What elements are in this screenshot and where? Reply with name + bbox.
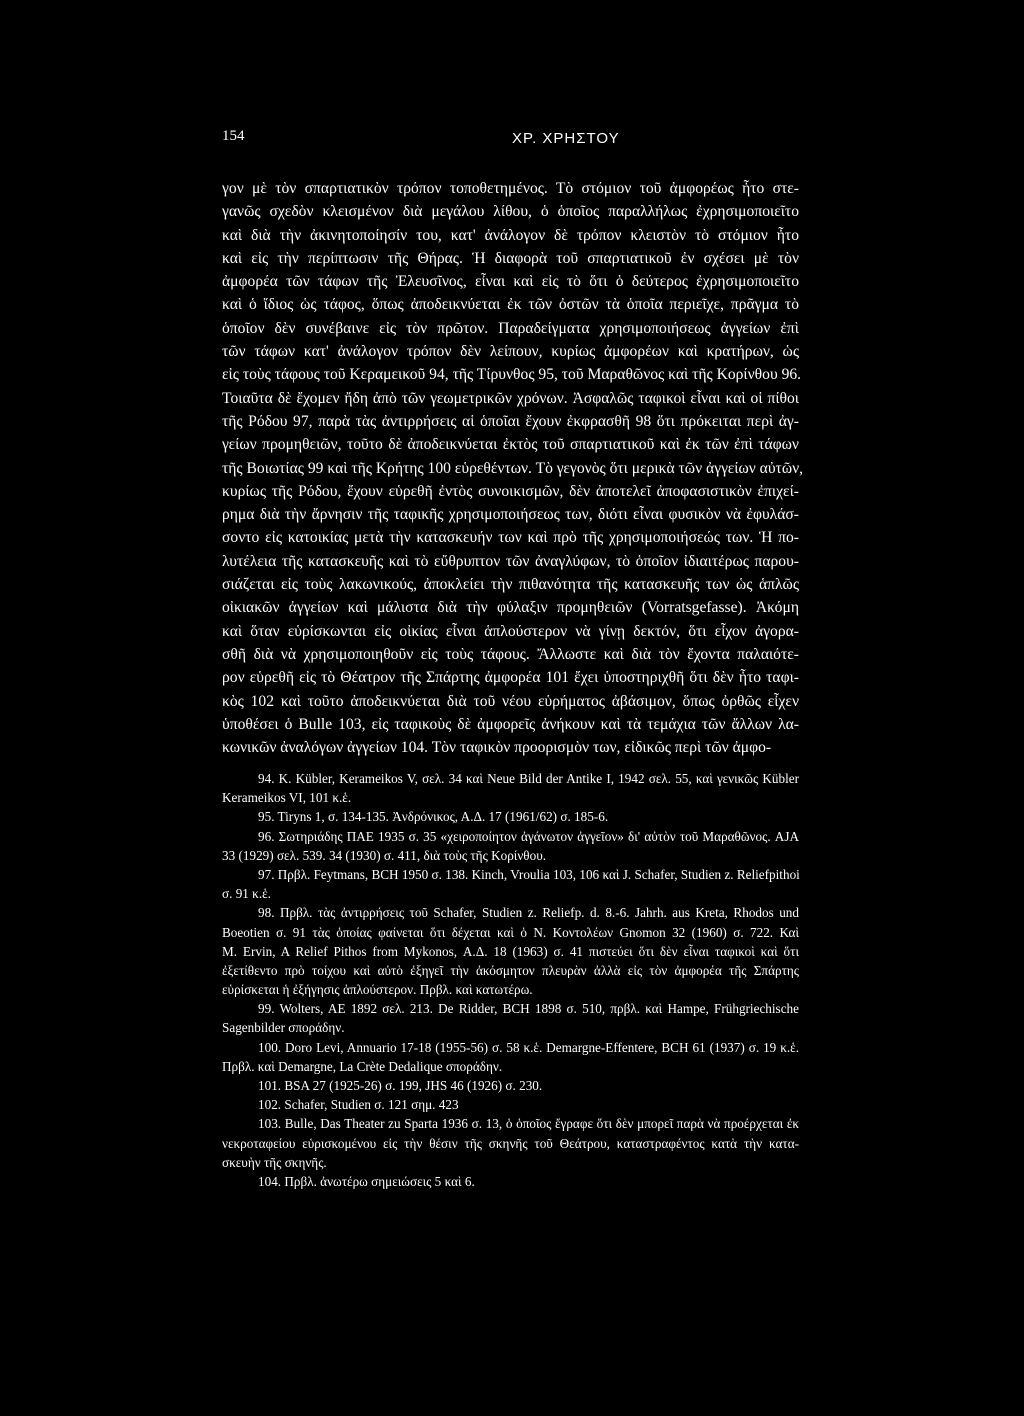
footnote-line: Πρβλ. καὶ Demargne, La Crète Dedalique σποράδην. (222, 1058, 503, 1074)
text-line: ρον εὑρεθῆ εἰς τὸ Θέατρον τῆς Σπάρτης ἀμφορέα 101 ἔχει ὑποστηριχθῆ ὅτι δὲν ἦτο ταφι- (222, 669, 799, 687)
running-head: ΧΡ. ΧΡΗΣΤΟΥ (512, 130, 620, 147)
main-text (222, 177, 804, 759)
footnote-line: 99. Wolters, AE 1892 σελ. 213. De Ridder, BCH 1898 σ. 510, πρβλ. καὶ Hampe, Frühgriechische (258, 1001, 799, 1017)
text-line: γον μὲ τὸν σπαρτιατικὸν τρόπον τοποθετημένος. Τὸ στόμιον τοῦ ἀμφορέως ἦτο στε- (222, 180, 799, 197)
text-line: γείων προμηθειῶν, τοῦτο δὲ ἀποδεικνύεται ἐκτὸς τοῦ σπαρτιατικοῦ καὶ ἐκ τῶν ἐπὶ τάφων (222, 436, 799, 454)
text-line: τῶν τάφων κατ' ἀνάλογον τρόπον δὲν λείπουν, κυρίως ἀμφορέων καὶ κρατήρων, ὡς (222, 343, 799, 361)
footnote-line: νεκροταφείου εὑρισκομένου εἰς τὴν θέσιν τῆς σκηνῆς τοῦ Θεάτρου, καταστραφέντος κατὰ τὴν κατα- (222, 1135, 799, 1151)
text-line: εἰς τοὺς τάφους τοῦ Κεραμεικοῦ 94, τῆς Τίρυνθος 95, τοῦ Μαραθῶνος καὶ τῆς Κορίνθου 96. (222, 366, 802, 384)
text-line: τῆς Βοιωτίας 99 καὶ τῆς Κρήτης 100 εὑρεθέντων. Τὸ γεγονὸς ὅτι μερικὰ τῶν ἀγγείων αὐτῶν, (222, 459, 804, 477)
footnote-line: 104. Πρβλ. ἀνωτέρω σημειώσεις 5 καὶ 6. (258, 1173, 475, 1189)
page-number: 154 (222, 128, 245, 144)
text-line: ἀμφορέα τῶν τάφων τῆς Ἐλευσῖνος, εἶναι καὶ εἰς τὸ ὅτι ὁ δεύτερος ἐχρησιμοποιεῖτο (222, 273, 799, 291)
footnote-line: Kerameikos VI, 101 κ.ἑ. (222, 790, 352, 806)
footnote-line: 95. Tiryns 1, σ. 134-135. Ἀνδρόνικος, Α.Δ. 17 (1961/62) σ. 185-6. (258, 809, 609, 825)
text-line: κυρίως τῆς Ρόδου, ἔχουν εὑρεθῆ ἐντὸς συνοικισμῶν, δὲν ἀποτελεῖ ἀποφασιστικὸν ἐπιχεί- (222, 482, 799, 500)
footnote-line: σ. 91 κ.ἑ. (222, 886, 271, 902)
text-line: λυτέλεια τῆς κατασκευῆς καὶ τὸ εὔθρυπτον τῶν ἀναγλύφων, τὸ ὁποῖον ἰδιαιτέρως παρου- (222, 552, 799, 570)
footnote-line: ἐξετίθεντο πρὸ τοίχου καὶ αὐτὸ ἐξηγεῖ τὴν ἀκόσμητον πλευρὰν ἀλλὰ εἰς τὸν ἀμφορέα τῆς Σπάρτης (222, 962, 799, 978)
footnote-line: Sagenbilder σποράδην. (222, 1020, 345, 1036)
footnote-line: 100. Doro Levi, Annuario 17-18 (1955-56) σ. 58 κ.ἑ. Demargne-Effentere, BCH 61 (1937) σ. 19 κ.ἑ. (258, 1039, 799, 1055)
footnote-line: 94. K. Kübler, Kerameikos V, σελ. 34 καὶ Neue Bild der Antike I, 1942 σελ. 55, καὶ γενικῶς Kübler (258, 771, 799, 786)
text-line: Τοιαῦτα δὲ ἔχομεν ἤδη ἀπὸ τῶν γεωμετρικῶν χρόνων. Ἀσφαλῶς ταφικοὶ εἶναι καὶ οἱ πίθοι (222, 389, 799, 407)
text-line: τῆς Ρόδου 97, παρὰ τὰς ἀντιρρήσεις αἱ ὁποῖαι ἔχουν ἐκφρασθῆ 98 ὅτι πρόκειται περὶ ἀγ- (222, 412, 799, 430)
footnote-line: εὑρίσκεται ἡ ἐξήγησις ἁπλούστερον. Πρβλ. καὶ κατωτέρω. (222, 982, 533, 998)
text-line: κὸς 102 καὶ τοῦτο ἀποδεικνύεται διὰ τοῦ νέου εὑρήματος ἀβάσιμον, ὅπως ὀρθῶς εἶχεν (222, 692, 799, 710)
footnote-line: 97. Πρβλ. Feytmans, BCH 1950 σ. 138. Kinch, Vroulia 103, 106 καὶ J. Schafer, Studien z. Reliefpithoi (258, 866, 800, 882)
text-line: καὶ διὰ τὴν ἀκινητοποίησίν του, κατ' ἀνάλογον δὲ τρόπον κλειστὸν τὸ στόμιον ἦτο (222, 226, 799, 244)
footnote-line: 102. Schafer, Studien σ. 121 σημ. 423 (258, 1097, 459, 1113)
footnote-line: M. Ervin, A Relief Pithos from Mykonos, Α.Δ. 18 (1963) σ. 41 πιστεύει ὅτι δὲν εἶναι ταφικοὶ καὶ ὅτι (222, 943, 799, 959)
text-line: κωνικῶν ἀναλόγων ἀγγείων 104. Τὸν ταφικὸν προορισμὸν των, εἰδικῶς περὶ τῶν ἀμφο- (222, 739, 772, 757)
text-line: καὶ ὁ ἴδιος ὡς τάφος, ὅπως ἀποδεικνύεται ἐκ τῶν ὀστῶν τὰ ὁποῖα περιεῖχε, πρᾶγμα τὸ (222, 296, 799, 314)
footnotes (222, 769, 799, 1191)
footnote-line: 101. BSA 27 (1925-26) σ. 199, JHS 46 (1926) σ. 230. (258, 1078, 543, 1093)
footnote-line: 96. Σωτηριάδης ΠΑΕ 1935 σ. 35 «χειροποίητον ἀγάνωτον ἀγγεῖον» δι' αὐτὸν τοῦ Μαραθῶνος. AJA (258, 828, 799, 844)
footnote-line: 33 (1929) σελ. 539. 34 (1930) σ. 411, διὰ τοὺς τῆς Κορίνθου. (222, 847, 547, 863)
text-line: ρημα διὰ τὴν ἄρνησιν τῆς ταφικῆς χρησιμοποιήσεως των, διότι εἶναι φυσικὸν νὰ ἐφυλάσ- (222, 506, 799, 524)
text-line: ὁποῖον δὲν συνέβαινε εἰς τὸν πρῶτον. Παραδείγματα χρησιμοποιήσεως ἀγγείων ἐπὶ (222, 319, 799, 337)
text-line: γανῶς σχεδὸν κλεισμένον διὰ μεγάλου λίθου, ὁ ὁποῖος παραλλήλως ἐχρησιμοποιεῖτο (222, 203, 799, 221)
text-line: σθῆ διὰ νὰ χρησιμοποιηθοῦν εἰς τοὺς τάφους. Ἄλλωστε καὶ διὰ τὸν ἔχοντα παλαιότε- (222, 645, 799, 663)
footnote-line: σκευὴν τῆς σκηνῆς. (222, 1154, 327, 1170)
footnote-line: 98. Πρβλ. τὰς ἀντιρρήσεις τοῦ Schafer, Studien z. Reliefp. d. 8.-6. Jahrh. aus Kreta, Rhodos und (258, 905, 799, 921)
text-line: οἰκιακῶν ἀγγείων καὶ μάλιστα διὰ τὴν φύλαξιν προμηθειῶν (Vorratsgefasse). Ἀκόμη (222, 599, 799, 617)
text-line: καὶ εἰς τὴν περίπτωσιν τῆς Θήρας. Ἡ διαφορὰ τοῦ σπαρτιατικοῦ ἐν σχέσει μὲ τὸν (222, 249, 799, 267)
text-line: ὑποθέσει ὁ Bulle 103, εἰς ταφικοὺς δὲ ἀμφορεῖς ἀνήκουν καὶ τὰ τεμάχια τῶν ἄλλων λα- (222, 715, 799, 733)
footnote-line: Boeotien σ. 91 τὰς ὁποίας φαίνεται ὅτι δέχεται καὶ ὁ N. Κοντολέων Gnomon 32 (1960) σ. 722. Καὶ (222, 924, 799, 940)
text-line: σιάζεται εἰς τοὺς λακωνικούς, ἀποκλείει τὴν πιθανότητα τῆς κατασκευῆς των ὡς ἁπλῶς (222, 576, 799, 594)
footnote-line: 103. Bulle, Das Theater zu Sparta 1936 σ. 13, ὁ ὁποῖος ἔγραφε ὅτι δὲν μπορεῖ παρὰ νὰ προέρχεται ἐκ (258, 1116, 799, 1132)
text-line: καὶ ὅταν εὑρίσκωνται εἰς οἰκίας εἶναι ἁπλούστερον νὰ γίνῃ δεκτόν, ὅτι εἶχον ἀγορα- (222, 622, 799, 640)
text-line: σοντο εἰς κατοικίας μετὰ τὴν κατασκευήν των καὶ πρὸ τῆς χρησιμοποιήσεώς των. Ἡ πο- (222, 529, 799, 547)
